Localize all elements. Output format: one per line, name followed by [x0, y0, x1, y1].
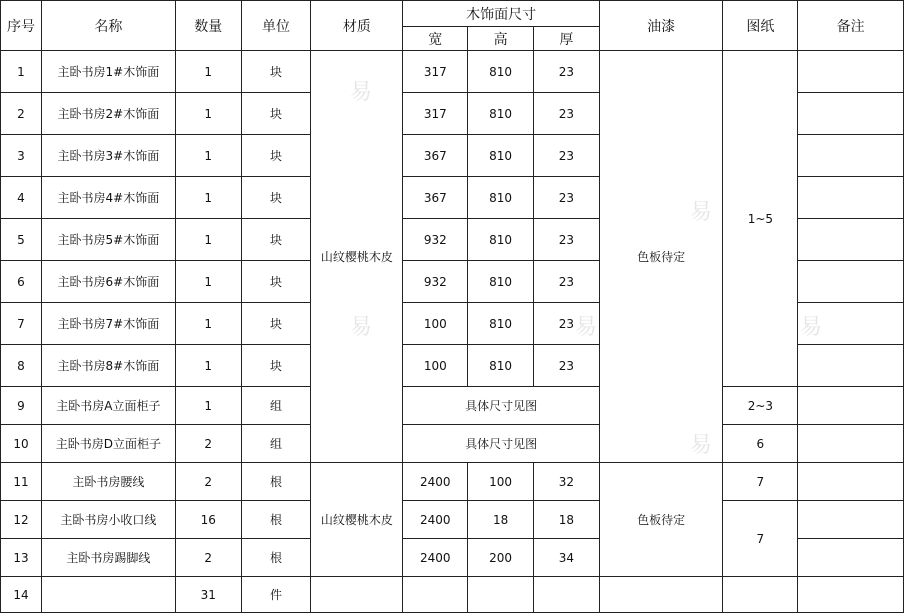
- cell-height: [468, 577, 534, 613]
- cell-remark: [798, 501, 904, 539]
- cell-unit: 块: [241, 135, 311, 177]
- cell-remark: [798, 539, 904, 577]
- table-row: [1, 577, 904, 613]
- cell-qty: 1: [175, 177, 241, 219]
- cell-no: 8: [1, 345, 42, 387]
- cell-qty: 2: [175, 463, 241, 501]
- cell-unit: 块: [241, 303, 311, 345]
- cell-qty: 16: [175, 501, 241, 539]
- cell-remark: [798, 463, 904, 501]
- cell-qty: 1: [175, 303, 241, 345]
- cell-thick: [534, 577, 600, 613]
- cell-name: 主卧书房小收口线: [41, 501, 175, 539]
- cell-name: 主卧书房腰线: [41, 463, 175, 501]
- cell-height: 18: [468, 501, 534, 539]
- cell-thick: 23: [534, 345, 600, 387]
- cell-qty: 1: [175, 261, 241, 303]
- cell-no: 12: [1, 501, 42, 539]
- header-size-group: 木饰面尺寸: [403, 1, 599, 27]
- cell-thick: 34: [534, 539, 600, 577]
- cell-width: 932: [403, 219, 468, 261]
- cell-material-group-1: 山纹樱桃木皮: [311, 51, 403, 463]
- cell-material: [311, 577, 403, 613]
- cell-remark: [798, 387, 904, 425]
- cell-height: 810: [468, 51, 534, 93]
- header-height: 高: [468, 27, 534, 51]
- cell-qty: 2: [175, 539, 241, 577]
- cell-thick: 23: [534, 261, 600, 303]
- header-qty: 数量: [175, 1, 241, 51]
- header-name: 名称: [41, 1, 175, 51]
- header-no: 序号: [1, 1, 42, 51]
- header-remark: 备注: [798, 1, 904, 51]
- table-row: [1, 51, 904, 93]
- cell-height: 810: [468, 345, 534, 387]
- cell-remark: [798, 135, 904, 177]
- cell-thick: 18: [534, 501, 600, 539]
- cell-height: 810: [468, 135, 534, 177]
- cell-remark: [798, 345, 904, 387]
- cell-paint-group-2: 色板待定: [599, 463, 723, 577]
- cell-name: 主卧书房踢脚线: [41, 539, 175, 577]
- cell-name: 主卧书房A立面柜子: [41, 387, 175, 425]
- cell-no: 11: [1, 463, 42, 501]
- cell-drawing: [723, 577, 798, 613]
- cell-thick: 32: [534, 463, 600, 501]
- cell-remark: [798, 425, 904, 463]
- cell-unit: 块: [241, 93, 311, 135]
- cell-height: 810: [468, 261, 534, 303]
- watermark-glyph: 易: [575, 315, 598, 340]
- cell-thick: 23: [534, 93, 600, 135]
- cell-qty: 1: [175, 135, 241, 177]
- cell-qty: 31: [175, 577, 241, 613]
- cell-height: 810: [468, 219, 534, 261]
- cell-width: 317: [403, 51, 468, 93]
- cell-no: 5: [1, 219, 42, 261]
- cell-unit: 块: [241, 261, 311, 303]
- cell-name: 主卧书房8#木饰面: [41, 345, 175, 387]
- watermark-glyph: 易: [690, 433, 713, 458]
- cell-remark: [798, 93, 904, 135]
- cell-unit: 组: [241, 387, 311, 425]
- cell-no: 10: [1, 425, 42, 463]
- cell-width: [403, 577, 468, 613]
- cell-unit: 件: [241, 577, 311, 613]
- cell-name: 主卧书房4#木饰面: [41, 177, 175, 219]
- cell-remark: [798, 51, 904, 93]
- cell-qty: 1: [175, 219, 241, 261]
- cell-unit: 块: [241, 219, 311, 261]
- cell-no: 7: [1, 303, 42, 345]
- cell-qty: 1: [175, 387, 241, 425]
- cell-qty: 1: [175, 51, 241, 93]
- cell-remark: [798, 177, 904, 219]
- cell-no: 4: [1, 177, 42, 219]
- table-row: [1, 463, 904, 501]
- cell-qty: 2: [175, 425, 241, 463]
- cell-width: 932: [403, 261, 468, 303]
- cell-material-group-2: 山纹樱桃木皮: [311, 463, 403, 577]
- cell-no: 9: [1, 387, 42, 425]
- cell-width: 2400: [403, 501, 468, 539]
- cell-unit: 根: [241, 539, 311, 577]
- watermark-glyph: 易: [800, 315, 823, 340]
- watermark-glyph: 易: [350, 80, 373, 105]
- header-drawing: 图纸: [723, 1, 798, 51]
- cell-drawing: 2~3: [723, 387, 798, 425]
- watermark-glyph: 易: [350, 315, 373, 340]
- header-thick: 厚: [534, 27, 600, 51]
- cell-drawing-group-1: 1~5: [723, 51, 798, 387]
- cell-height: 810: [468, 303, 534, 345]
- table-row: [1, 425, 904, 463]
- cell-unit: 根: [241, 463, 311, 501]
- cell-name: 主卧书房D立面柜子: [41, 425, 175, 463]
- cell-width: 100: [403, 303, 468, 345]
- cell-name: [41, 577, 175, 613]
- cell-no: 2: [1, 93, 42, 135]
- cell-height: 100: [468, 463, 534, 501]
- cell-no: 1: [1, 51, 42, 93]
- cell-remark: [798, 303, 904, 345]
- cell-thick: 23: [534, 303, 600, 345]
- cell-thick: 23: [534, 51, 600, 93]
- cell-unit: 块: [241, 177, 311, 219]
- cell-unit: 块: [241, 345, 311, 387]
- cell-no: 3: [1, 135, 42, 177]
- cell-unit: 根: [241, 501, 311, 539]
- header-paint: 油漆: [599, 1, 723, 51]
- cell-paint: [599, 577, 723, 613]
- cell-width: 367: [403, 135, 468, 177]
- cell-qty: 1: [175, 93, 241, 135]
- watermark-glyph: 易: [690, 200, 713, 225]
- cell-no: 6: [1, 261, 42, 303]
- cell-unit: 块: [241, 51, 311, 93]
- cell-thick: 23: [534, 177, 600, 219]
- cell-name: 主卧书房6#木饰面: [41, 261, 175, 303]
- cell-name: 主卧书房5#木饰面: [41, 219, 175, 261]
- cell-name: 主卧书房3#木饰面: [41, 135, 175, 177]
- cell-no: 13: [1, 539, 42, 577]
- cell-drawing: 7: [723, 463, 798, 501]
- cell-remark: [798, 577, 904, 613]
- cell-width: 317: [403, 93, 468, 135]
- cell-height: 810: [468, 93, 534, 135]
- cell-height: 810: [468, 177, 534, 219]
- cell-unit: 组: [241, 425, 311, 463]
- cell-height: 200: [468, 539, 534, 577]
- cell-name: 主卧书房7#木饰面: [41, 303, 175, 345]
- cell-drawing: 6: [723, 425, 798, 463]
- cell-thick: 23: [534, 135, 600, 177]
- cell-size-note: 具体尺寸见图: [403, 425, 599, 463]
- cell-size-note: 具体尺寸见图: [403, 387, 599, 425]
- cell-name: 主卧书房1#木饰面: [41, 51, 175, 93]
- cell-qty: 1: [175, 345, 241, 387]
- cell-no: 14: [1, 577, 42, 613]
- header-width: 宽: [403, 27, 468, 51]
- cell-remark: [798, 261, 904, 303]
- table-row: [1, 387, 904, 425]
- cell-drawing-group-2: 7: [723, 501, 798, 577]
- cell-name: 主卧书房2#木饰面: [41, 93, 175, 135]
- cell-thick: 23: [534, 219, 600, 261]
- cell-paint-group-1: 色板待定: [599, 51, 723, 463]
- header-material: 材质: [311, 1, 403, 51]
- cell-width: 2400: [403, 539, 468, 577]
- cell-width: 2400: [403, 463, 468, 501]
- cell-width: 367: [403, 177, 468, 219]
- cell-width: 100: [403, 345, 468, 387]
- cell-remark: [798, 219, 904, 261]
- table-row: [1, 501, 904, 539]
- header-unit: 单位: [241, 1, 311, 51]
